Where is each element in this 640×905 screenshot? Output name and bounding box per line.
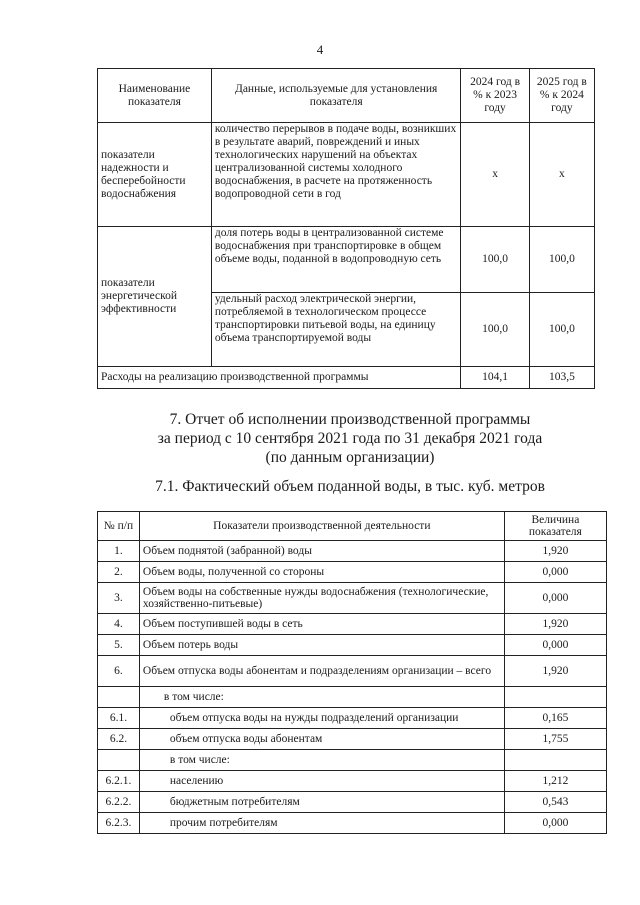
section-7-title-line-2: за период с 10 сентября 2021 года по 31 декабря 2021 года [157, 430, 543, 447]
indicator-cell: Объем отпуска воды абонентам и подразделениям организации – всего [139, 656, 504, 687]
indicator-cell: прочим потребителям [139, 813, 504, 834]
table-row [98, 562, 607, 583]
indicator-cell: Объем потерь воды [139, 635, 504, 656]
value-cell [504, 750, 606, 771]
water-loss-indicator-data: доля потерь воды в централизованной системе водоснабжения при транспортировке в общем объеме воды, поданной в водопроводную сеть [211, 227, 461, 293]
reliability-row [98, 123, 595, 227]
row-number-cell: 6. [98, 656, 140, 687]
section-7-title-line-1: 7. Отчет об исполнении производственной программы [169, 411, 531, 428]
table-row [98, 729, 607, 750]
value-cell: 1,920 [504, 614, 606, 635]
table-row [98, 792, 607, 813]
indicator-cell: бюджетным потребителям [139, 792, 504, 813]
table-row [98, 687, 607, 708]
row-number-cell: 5. [98, 635, 140, 656]
row-number-cell: 3. [98, 583, 140, 614]
row-number-cell [98, 750, 140, 771]
row-number-cell [98, 687, 140, 708]
header-indicator-name: Наименование показателя [98, 69, 212, 123]
section-7-heading [0, 410, 640, 467]
header-2024-percent: 2024 год в % к 2023 году [461, 69, 529, 123]
value-cell [504, 687, 606, 708]
row-number-cell: 4. [98, 614, 140, 635]
reliability-indicator-name: показатели надежности и бесперебойности водоснабжения [98, 123, 212, 227]
indicator-cell: объем отпуска воды на нужды подразделений организации [139, 708, 504, 729]
indicator-cell: Объем воды на собственные нужды водоснабжения (технологические, хозяйственно-питьевые) [139, 583, 504, 614]
page-number: 4 [316, 42, 324, 57]
row-number-cell: 1. [98, 541, 140, 562]
header-indicator-value: Величина показателя [504, 512, 606, 541]
row-number-cell: 6.2.2. [98, 792, 140, 813]
header-data-used: Данные, используемые для установления показателя [211, 69, 461, 123]
section-7-title-line-3: (по данным организации) [265, 449, 435, 466]
water-loss-2025-value: 100,0 [529, 227, 594, 293]
energy-consumption-2025-value: 100,0 [529, 293, 594, 367]
table-row [98, 635, 607, 656]
water-volume-table [97, 511, 607, 834]
program-costs-label: Расходы на реализацию производственной программы [98, 367, 461, 389]
indicator-cell: в том числе: [139, 750, 504, 771]
value-cell: 1,920 [504, 656, 606, 687]
table-row [98, 750, 607, 771]
table1-header-row [98, 69, 595, 123]
water-loss-row [98, 227, 595, 293]
indicator-cell: Объем поднятой (забранной) воды [139, 541, 504, 562]
table-row [98, 708, 607, 729]
indicator-cell: населению [139, 771, 504, 792]
header-2025-percent: 2025 год в % к 2024 году [529, 69, 594, 123]
table2-header-row [98, 512, 607, 541]
table-row [98, 813, 607, 834]
row-number-cell: 6.2.3. [98, 813, 140, 834]
value-cell: 1,920 [504, 541, 606, 562]
table-row [98, 656, 607, 687]
value-cell: 1,212 [504, 771, 606, 792]
row-number-cell: 2. [98, 562, 140, 583]
value-cell: 0,543 [504, 792, 606, 813]
indicator-cell: Объем поступившей воды в сеть [139, 614, 504, 635]
row-number-cell: 6.2. [98, 729, 140, 750]
indicator-cell: объем отпуска воды абонентам [139, 729, 504, 750]
value-cell: 0,000 [504, 583, 606, 614]
energy-efficiency-indicator-name: показатели энергетической эффективности [98, 227, 212, 367]
row-number-cell: 6.2.1. [98, 771, 140, 792]
table-row [98, 583, 607, 614]
value-cell: 1,755 [504, 729, 606, 750]
value-cell: 0,000 [504, 813, 606, 834]
value-cell: 0,165 [504, 708, 606, 729]
table-row [98, 541, 607, 562]
value-cell: 0,000 [504, 562, 606, 583]
header-row-number: № п/п [98, 512, 140, 541]
reliability-indicator-data: количество перерывов в подаче воды, возникших в результате аварий, повреждений и иных технологических нарушений на объектах централизованной системы холодного водоснабжения, в расчете на протяженность водопроводной сети в год [211, 123, 461, 227]
program-costs-2024-value: 104,1 [461, 367, 529, 389]
indicator-cell: Объем воды, полученной со стороны [139, 562, 504, 583]
header-production-indicator: Показатели производственной деятельности [139, 512, 504, 541]
indicator-cell: в том числе: [139, 687, 504, 708]
energy-consumption-2024-value: 100,0 [461, 293, 529, 367]
energy-consumption-indicator-data: удельный расход электрической энергии, потребляемой в технологическом процессе транспортировки питьевой воды, на единицу объема транспортируемой воды [211, 293, 461, 367]
program-costs-2025-value: 103,5 [529, 367, 594, 389]
program-costs-row [98, 367, 595, 389]
value-cell: 0,000 [504, 635, 606, 656]
section-7-1-heading: 7.1. Фактический объем поданной воды, в тыс. куб. метров [155, 478, 545, 495]
reliability-2024-value: х [461, 123, 529, 227]
performance-indicators-table [97, 68, 595, 389]
table-row [98, 614, 607, 635]
row-number-cell: 6.1. [98, 708, 140, 729]
reliability-2025-value: х [529, 123, 594, 227]
table-row [98, 771, 607, 792]
water-loss-2024-value: 100,0 [461, 227, 529, 293]
